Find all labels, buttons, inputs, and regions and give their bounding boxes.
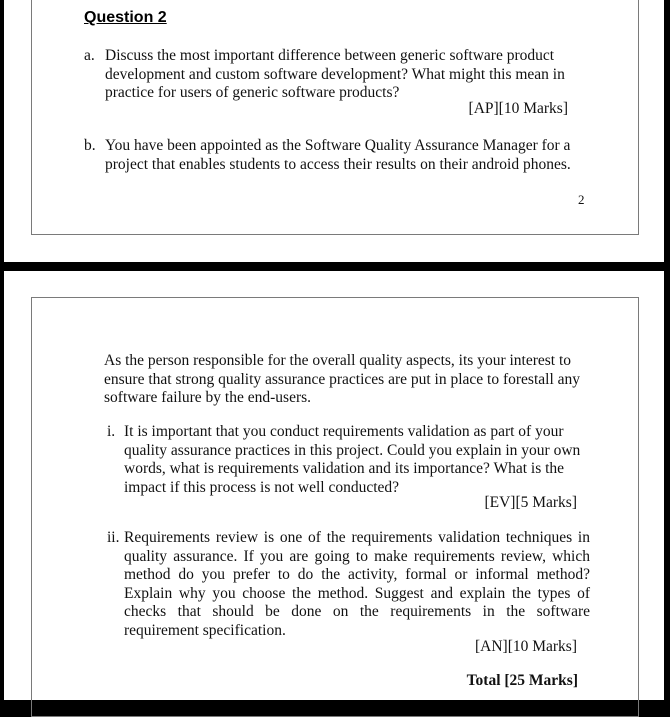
- part-a-marks: [AP][10 Marks]: [468, 100, 568, 117]
- sub-i-text: It is important that you conduct requirements validation as part of your quality assurance practices in this project. Could you explain in your own words, what is requirements validation and its importance? What is the impact if this process is not well conducted?: [124, 423, 581, 496]
- part-a-label: a.: [84, 47, 95, 64]
- sub-i-marks: [EV][5 Marks]: [484, 494, 577, 511]
- intro-paragraph: As the person responsible for the overall quality aspects, its your interest to ensure that strong quality assurance practices are put in place to forestall any software failure by the end-users.: [104, 352, 581, 406]
- exam-page-1: [4, 0, 664, 262]
- total-marks: Total [25 Marks]: [466, 672, 578, 689]
- sub-ii-label: ii.: [107, 529, 120, 546]
- sub-ii-marks: [AN][10 Marks]: [474, 638, 577, 655]
- part-a-text: Discuss the most important difference between generic software product development and custom software development? What might this mean in practice for users of generic software products?: [105, 47, 565, 101]
- exam-page-2: [4, 271, 664, 700]
- question-heading: Question 2: [84, 9, 167, 26]
- sub-i-label: i.: [107, 423, 116, 440]
- page-number: 2: [578, 192, 585, 207]
- sub-question-i: [107, 423, 587, 499]
- part-b-label: b.: [84, 137, 96, 154]
- sub-question-ii: [107, 529, 590, 641]
- sub-ii-text: Requirements review is one of the requirements validation techniques in quality assurance. If you are going to make requirements review, which method do you prefer to do the activity, formal or informal method? Explain why you choose the method. Suggest and explain the types of checks that should be done on the requirements in the software requirement specification.: [124, 529, 590, 639]
- part-b-text: You have been appointed as the Software Quality Assurance Manager for a project that enables students to access their results on their android phones.: [105, 137, 571, 173]
- part-a: [84, 47, 584, 103]
- part-b: [84, 137, 584, 177]
